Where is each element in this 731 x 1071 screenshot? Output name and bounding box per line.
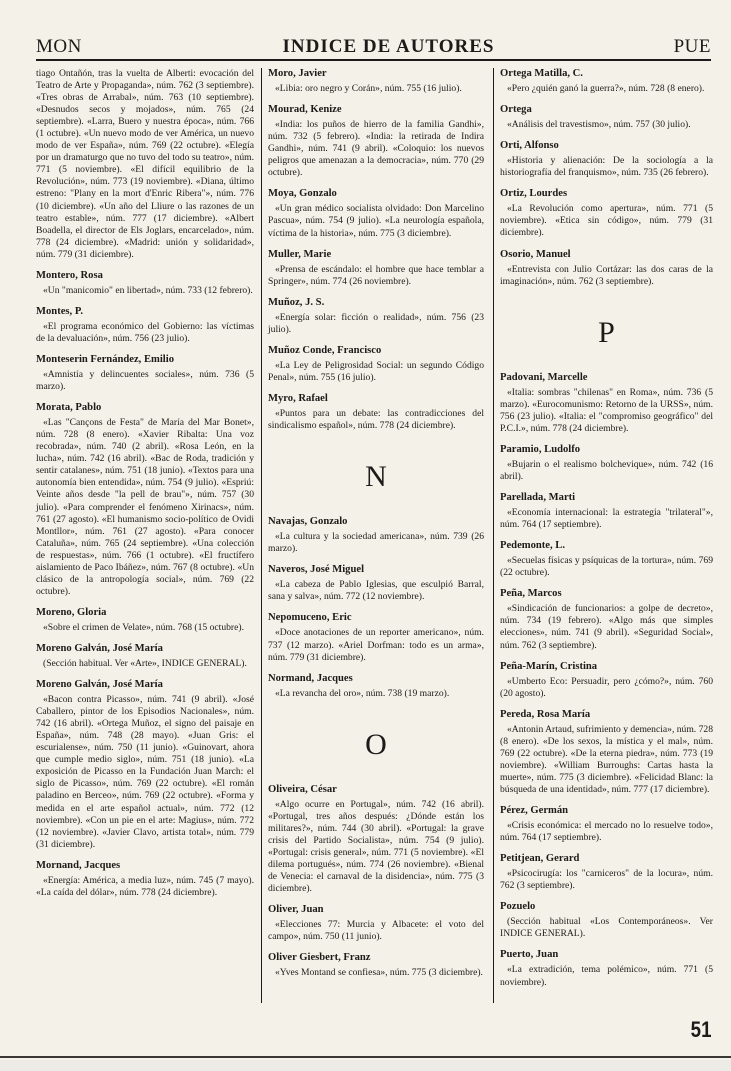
index-entry: [268, 188, 484, 239]
article-list: «Libia: oro negro y Corán», núm. 755 (16 julio).: [275, 83, 462, 95]
author-name: Normand, Jacques: [268, 672, 353, 684]
article-list: «El programa económico del Gobierno: las víctimas de la devaluación», núm. 756 (23 julio).: [36, 320, 254, 344]
article-list: (Sección habitual. Ver «Arte», INDICE GENERAL).: [43, 658, 247, 670]
author-name: Oliver, Juan: [268, 904, 324, 916]
column-2: [268, 68, 484, 988]
article-list: «Secuelas físicas y psíquicas de la tortura», núm. 769 (22 octubre).: [500, 555, 713, 579]
article-list: «Sindicación de funcionarios: a golpe de decreto», núm. 734 (19 febrero). «Algo más que simples elecciones», núm. 741 (9 abril). «Seguridad Social», núm. 762 (3 septiembre).: [500, 603, 713, 651]
author-name: Moreno Galván, José María: [36, 679, 163, 691]
index-entry: [500, 140, 713, 179]
index-entry: [36, 860, 254, 899]
article-list: «Algo ocurre en Portugal», núm. 742 (16 abril). «Portugal, tres años después: ¿Dónde están los militares?», núm. 744 (30 abril). «Portugal: la grave crisis del Partido Socialista», núm. 754 (9 julio). «Portugal: crisis general», núm. 771 (5 noviembre). «El dilema portugués», núm. 774 (26 noviembre). «Bienal de Venecia: el carnaval de la disidencia», núm. 775 (3 diciembre).: [268, 798, 484, 895]
index-entry: [500, 188, 713, 239]
author-name: Pedemonte, L.: [500, 540, 566, 552]
article-list: «La Ley de Peligrosidad Social: un segundo Código Penal», núm. 755 (16 julio).: [268, 359, 484, 383]
article-list: «Economía internacional: la estrategia "trilateral"», núm. 764 (17 septiembre).: [500, 507, 713, 531]
article-list: «Sobre el crimen de Velate», núm. 768 (15 octubre).: [43, 621, 244, 633]
article-list: «Bacon contra Picasso», núm. 741 (9 abril). «José Caballero, pintor de los Episodios Nacionales», núm. 742 (16 abril). «Ortega Muñoz, el signo del paisaje en España», núm. 748 (28 mayo). «Juan Gris: el escurialense», núm. 750 (11 junio). «Guinovart, ahora que cumple medio siglo», núm. 751 (18 junio). «La exposición de Picasso en la Fundación Juan March: el siglo de Picasso», núm. 769 (22 octubre). «El román paladino en Berceo», núm. 769 (22 octubre). «Forma y medida en el arte español actual», núm. 772 (12 noviembre). «Con un pie en el arte: Magius», núm. 772 (12 noviembre). «Javier Clavo, artista total», núm. 779 (31 diciembre).: [36, 694, 254, 850]
index-entry: [268, 104, 484, 179]
article-list: (Sección habitual «Los Contemporáneos». Ver INDICE GENERAL).: [500, 916, 713, 940]
index-entry: [36, 643, 254, 670]
scan-edge-rule: [0, 1056, 731, 1058]
page-header: [36, 34, 711, 58]
column-divider-2: [493, 68, 494, 1003]
article-list: «La revancha del oro», núm. 738 (19 marzo).: [275, 687, 450, 699]
index-entry: [36, 68, 254, 261]
index-entry: [268, 516, 484, 555]
author-name: Nepomuceno, Eric: [268, 612, 352, 624]
author-name: Muñoz Conde, Francisco: [268, 344, 382, 356]
index-entry: [268, 784, 484, 895]
article-list: «Antonin Artaud, sufrimiento y demencia», núm. 728 (8 enero). «De los sexos, la mística y el mal», núm. 769 (22 octubre). «De la eterna piedra», núm. 773 (19 noviembre). «William Burroughs: Cartas hasta la muerte», núm. 775 (3 diciembre). «Felicidad Blanc: la búsqueda de una identidad», núm. 777 (17 diciembre).: [500, 723, 713, 795]
index-entry: [500, 901, 713, 940]
author-name: Ortiz, Lourdes: [500, 188, 568, 200]
author-name: Padovani, Marcelle: [500, 371, 588, 383]
author-name: Peña-Marín, Cristina: [500, 660, 598, 672]
column-1: [36, 68, 254, 908]
article-list: «Un gran médico socialista olvidado: Don Marcelino Pascua», núm. 754 (9 julio). «La neurología española, víctima de la historia», núm. 775 (3 diciembre).: [268, 203, 484, 239]
article-list: «Puntos para un debate: las contradicciones del sindicalismo español», núm. 778 (24 diciembre).: [268, 408, 484, 432]
author-name: Muñoz, J. S.: [268, 296, 325, 308]
article-list: «Amnistía y delincuentes sociales», núm. 736 (5 marzo).: [36, 369, 254, 393]
author-name: Osorio, Manuel: [500, 248, 571, 260]
header-range-end: PUE: [673, 36, 711, 57]
author-name: Ortega Matilla, C.: [500, 68, 583, 79]
article-list: «Umberto Eco: Persuadir, pero ¿cómo?», núm. 760 (20 agosto).: [500, 675, 713, 699]
article-list: «La extradición, tema polémico», núm. 771 (5 noviembre).: [500, 964, 713, 988]
index-entry: [268, 952, 484, 979]
page-title: INDICE DE AUTORES: [282, 36, 495, 57]
header-range-start: MON: [36, 36, 82, 57]
index-entry: [36, 354, 254, 393]
index-entry: [36, 270, 254, 297]
index-entry: [268, 673, 484, 700]
article-list: «Pero ¿quién ganó la guerra?», núm. 728 (8 enero).: [507, 83, 705, 95]
author-name: Pérez, Germán: [500, 805, 569, 817]
index-entry: [500, 805, 713, 844]
article-list: «Yves Montand se confiesa», núm. 775 (3 diciembre).: [275, 967, 483, 979]
article-list: «Análisis del travestismo», núm. 757 (30 julio).: [507, 119, 691, 131]
author-name: Oliveira, César: [268, 783, 337, 795]
article-list: «Un "manicomio" en libertad», núm. 733 (12 febrero).: [43, 284, 253, 296]
index-entry: [268, 904, 484, 943]
index-entry: [500, 249, 713, 288]
index-entry: [500, 372, 713, 435]
index-entry: [500, 588, 713, 651]
page-number: 51: [690, 1017, 711, 1042]
article-list: «Energía solar: ficción o realidad», núm. 756 (23 julio).: [268, 311, 484, 335]
author-name: Navajas, Gonzalo: [268, 516, 348, 528]
author-name: Parellada, Marti: [500, 492, 576, 504]
article-list: «La cabeza de Pablo Iglesias, que esculpió Barral, sana y salva», núm. 772 (12 noviembre).: [268, 579, 484, 603]
article-list: «India: los puños de hierro de la familia Gandhi», núm. 732 (5 febrero). «India: la retirada de Indira Gandhi», núm. 741 (9 abril). «Coloquio: los nuevos peligros que amenazan a la democracia», núm. 770 (29 octubre).: [268, 119, 484, 179]
author-name: Ortega: [500, 104, 532, 116]
article-list: «Crisis económica: el mercado no lo resuelve todo», núm. 764 (17 septiembre).: [500, 820, 713, 844]
index-entry: [268, 345, 484, 384]
author-name: Myro, Rafael: [268, 392, 328, 404]
index-entry: [36, 607, 254, 634]
index-entry: [500, 949, 713, 988]
section-letter: N: [365, 460, 387, 494]
author-name: Pozuelo: [500, 901, 536, 913]
index-entry: [268, 249, 484, 288]
index-entry: [268, 564, 484, 603]
author-name: Pereda, Rosa María: [500, 708, 591, 720]
article-list: tiago Ontañón, tras la vuelta de Alberti: evocación del Teatro de Arte y Propaganda», núm. 762 (3 septiembre). «Tres obras de Arrabal», núm. 763 (10 septiembre). «Desnudos secos y mojados», núm. 765 (24 septiembre). «Larra, Buero y nuestra época», núm. 766 (1 octubre). «Un nuevo modo de ver América, un nuevo modo de ver España», núm. 769 (22 octubre). «Elegía por un dramaturgo que no tuvo del todo su teatro», núm. 771 (5 noviembre). «El difícil equilibrio de la Revolución», núm. 773 (19 noviembre). «Diana, último estreno: "Plany en la mort d'Enric Ribera"», núm. 776 (10 diciembre). «Un año del Lliure o las razones de un teatro estable», núm. 777 (17 diciembre). «Albert Boadella, el director de Els Joglars, encarcelado», núm. 778 (24 diciembre). «Madrid: unión y solidaridad», núm. 779 (31 diciembre).: [36, 68, 254, 260]
index-entry: [500, 492, 713, 531]
index-entry: [36, 402, 254, 598]
author-name: Muller, Marie: [268, 248, 332, 260]
header-rule: [36, 59, 711, 61]
article-list: «La Revolución como apertura», núm. 771 (5 noviembre). «Etica sin código», núm. 779 (31 diciembre).: [500, 203, 713, 239]
section-letter: P: [598, 315, 615, 349]
author-name: Moreno Galván, José María: [36, 642, 163, 654]
author-name: Mourad, Kenize: [268, 104, 342, 116]
article-list: «Elecciones 77: Murcia y Albacete: el voto del campo», núm. 750 (11 junio).: [268, 919, 484, 943]
author-name: Montes, P.: [36, 305, 83, 317]
article-list: «Entrevista con Julio Cortázar: las dos caras de la imaginación», núm. 762 (3 septiembre).: [500, 263, 713, 287]
author-name: Paramio, Ludolfo: [500, 443, 581, 455]
index-entry: [500, 709, 713, 796]
index-entry: [500, 853, 713, 892]
section-letter: O: [365, 727, 387, 761]
index-entry: [500, 444, 713, 483]
index-entry: [500, 540, 713, 579]
author-name: Naveros, José Miguel: [268, 564, 365, 576]
author-name: Orti, Alfonso: [500, 140, 559, 152]
article-list: «Bujarin o el realismo bolchevique», núm. 742 (16 abril).: [500, 458, 713, 482]
article-list: «Energía: América, a media luz», núm. 745 (7 mayo). «La caída del dólar», núm. 778 (24 diciembre).: [36, 874, 254, 898]
article-list: «Las "Cançons de Festa" de María del Mar Bonet», núm. 728 (8 enero). «Xavier Ribalta: Una voz recobrada», núm. 740 (2 abril). «Rosa León, en la lucha», núm. 742 (16 abril). «Bac de Roda, tradición y sentir catalanes», núm. 751 (18 junio). «Textos para una autonomía bien entendida», núm. 754 (9 julio). «Espriú: Veinte años desde "la pell de brau"», núm. 757 (30 julio). «Para comprender el fenómeno Xirinacs», núm. 761 (27 agosto). «El humanismo socio-político de Ovidi Montllor», núm. 761 (27 agosto). «Para conocer Cataluña», núm. 765 (24 septiembre). «Una colección de respuestas», núm. 766 (1 octubre). «El fructífero aislamiento de Paco Ibáñez», núm. 767 (8 octubre). «Un clásico de la antropología social», núm. 769 (22 octubre).: [36, 417, 254, 597]
article-list: «Italia: sombras "chilenas" en Roma», núm. 736 (5 marzo). «Eurocomunismo: Retorno de la URSS», núm. 756 (23 julio). «Italia: el "compromiso geográfico" del P.C.I.», núm. 778 (24 diciembre).: [500, 386, 713, 434]
index-entry: [500, 661, 713, 700]
article-list: «Doce anotaciones de un reporter americano», núm. 737 (12 marzo). «Ariel Dorfman: todo es un arma», núm. 779 (31 diciembre).: [268, 627, 484, 663]
author-name: Mornand, Jacques: [36, 859, 121, 871]
column-3: [500, 68, 713, 998]
article-list: «Psicocirugía: los "carniceros" de la locura», núm. 762 (3 septiembre).: [500, 868, 713, 892]
author-name: Monteserin Fernández, Emilio: [36, 353, 174, 365]
author-name: Moya, Gonzalo: [268, 188, 337, 200]
author-name: Morata, Pablo: [36, 402, 102, 414]
author-name: Moreno, Gloria: [36, 606, 107, 618]
author-name: Petitjean, Gerard: [500, 853, 580, 865]
column-divider-1: [261, 68, 262, 1003]
index-entry: [268, 393, 484, 432]
index-entry: [268, 68, 484, 95]
author-name: Montero, Rosa: [36, 269, 103, 281]
article-list: «La cultura y la sociedad americana», núm. 739 (26 marzo).: [268, 531, 484, 555]
index-entry: [500, 68, 713, 95]
index-entry: [268, 612, 484, 663]
index-entry: [268, 297, 484, 336]
index-entry: [36, 679, 254, 851]
author-name: Oliver Giesbert, Franz: [268, 952, 371, 964]
author-name: Moro, Javier: [268, 68, 327, 79]
index-entry: [500, 104, 713, 131]
article-list: «Historia y alienación: De la sociología a la historiografía del franquismo», núm. 735 (26 febrero).: [500, 155, 713, 179]
author-name: Peña, Marcos: [500, 588, 562, 600]
author-name: Puerto, Juan: [500, 949, 559, 961]
index-entry: [36, 306, 254, 345]
article-list: «Prensa de escándalo: el hombre que hace temblar a Springer», núm. 774 (26 noviembre).: [268, 263, 484, 287]
